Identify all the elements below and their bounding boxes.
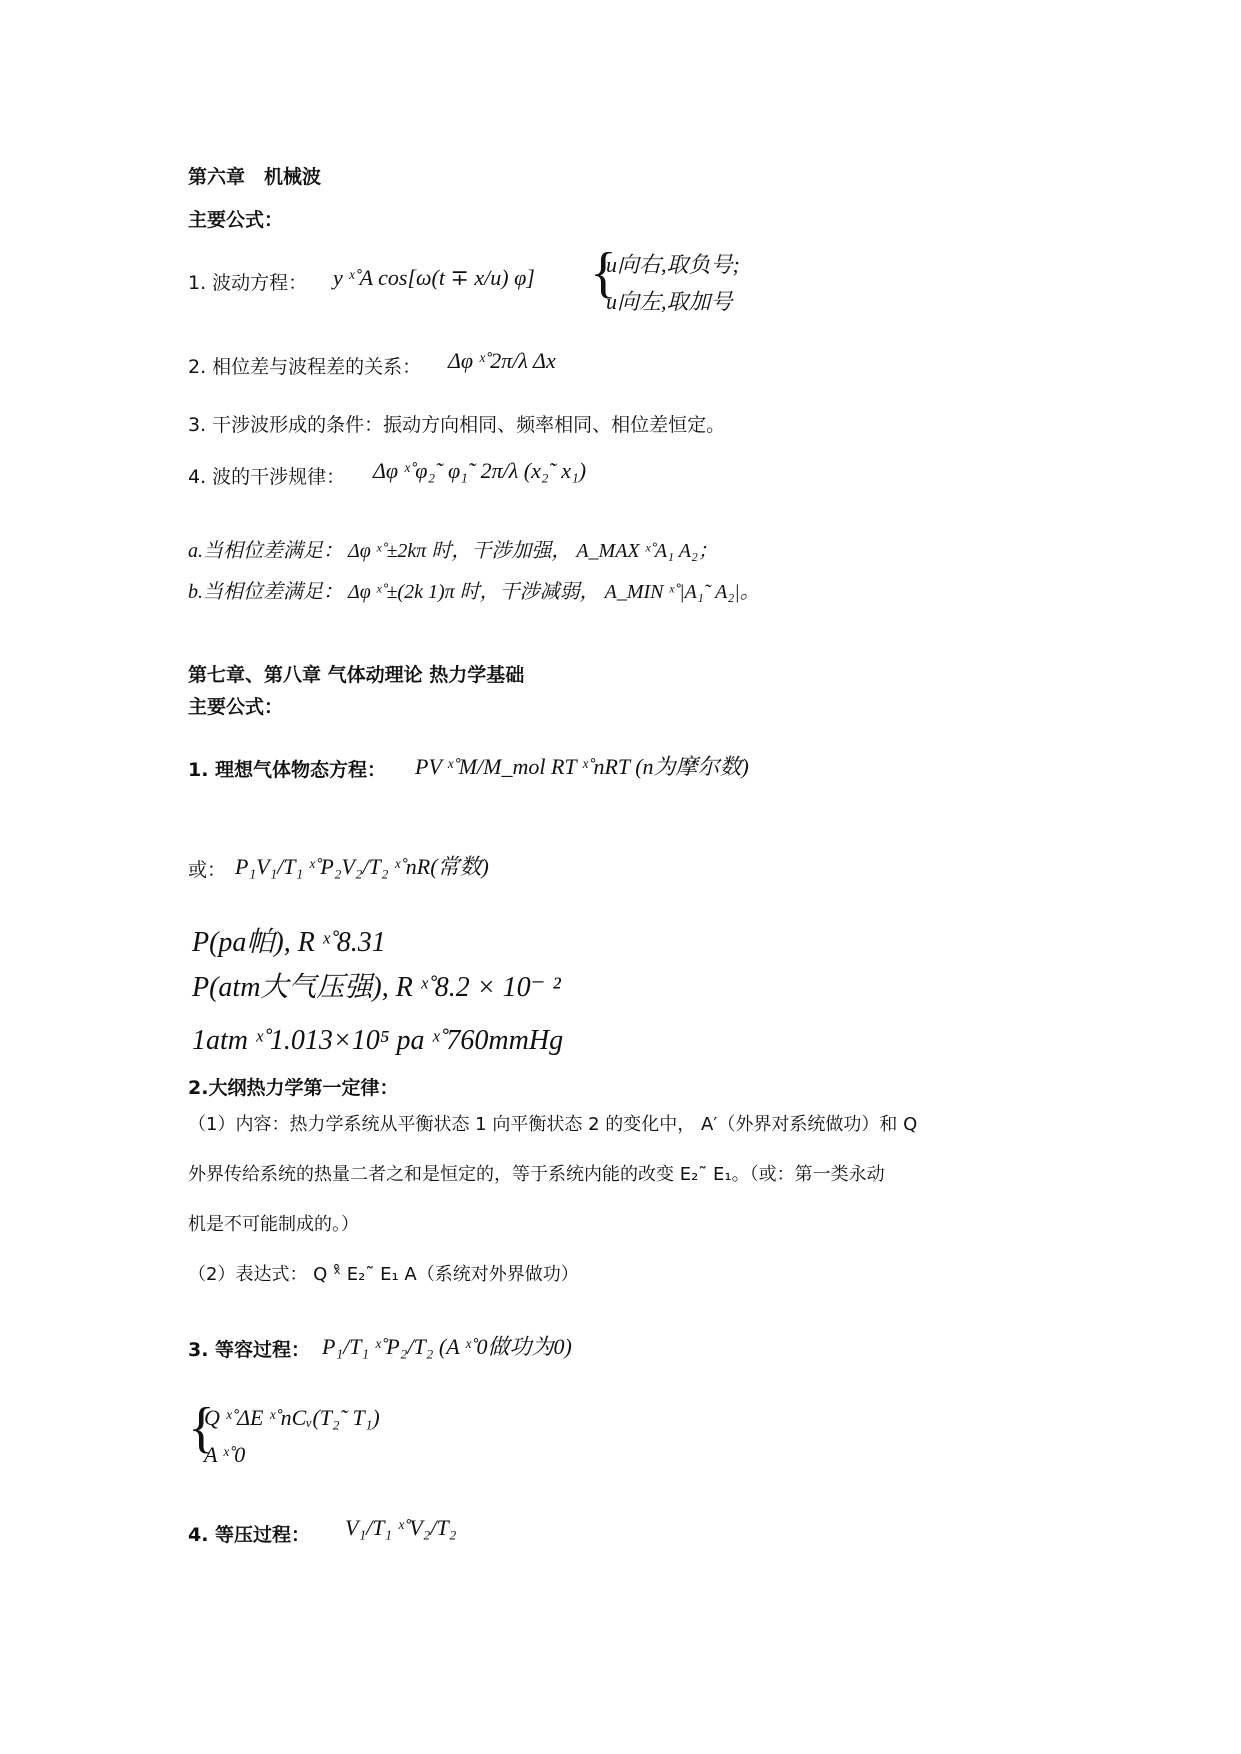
formula1-brace: {: [590, 242, 617, 304]
first-law-content-line2: 外界传给系统的热量二者之和是恒定的，等于系统内能的改变 E₂˜ E₁。（或：第一类永动: [188, 1164, 885, 1185]
first-law-content-line1: （1）内容：热力学系统从平衡状态 1 向平衡状态 2 的变化中， A′（外界对系统做功）和 Q: [188, 1114, 918, 1135]
isochoric-work: A ˣ̊ 0: [204, 1442, 246, 1467]
condition-b: b.当相位差满足： Δφ ˣ̊ ±(2k 1)π 时，干涉减弱， A_MIN ˣ̊ |A₁˜ A₂|。: [188, 581, 760, 603]
first-law-expression: （2）表达式： Q ˣ̊ E₂˜ E₁ A（系统对外界做功）: [188, 1264, 579, 1285]
alternative-formula: P₁V₁/T₁ ˣ̊ P₂V₂/T₂ ˣ̊ nR(常数): [235, 854, 489, 879]
isochoric-brace: {: [188, 1397, 215, 1459]
chapter6-subtitle: 主要公式：: [188, 209, 284, 231]
alternative-label: 或：: [188, 859, 227, 881]
formula4-label: 4. 波的干涉规律：: [188, 466, 346, 488]
formula2-label: 2. 相位差与波程差的关系：: [188, 356, 422, 378]
first-law-title: 2.大纲热力学第一定律：: [188, 1077, 399, 1099]
formula2-equation: Δφ ˣ̊ 2π/λ Δx: [448, 348, 556, 373]
atm-conversion: 1atm ˣ̊ 1.013×10⁵ pa ˣ̊ 760mmHg: [192, 1025, 564, 1056]
formula1-label: 1. 波动方程：: [188, 272, 308, 294]
formula1-case1: u向右,取负号;: [606, 252, 740, 277]
first-law-content-line3: 机是不可能制成的。）: [188, 1214, 359, 1235]
formula4-equation: Δφ ˣ̊ φ₂˜ φ₁˜ 2π/λ (x₂˜ x₁): [373, 458, 587, 483]
formula3-text: 3. 干涉波形成的条件：振动方向相同、频率相同、相位差恒定。: [188, 414, 726, 436]
chapter6-title: 第六章 机械波: [188, 166, 322, 188]
isochoric-label: 3. 等容过程：: [188, 1339, 311, 1361]
equation1-formula: PV ˣ̊ M/M_mol RT ˣ̊ nRT (n为摩尔数): [415, 754, 749, 779]
equation1-label: 1. 理想气体物态方程：: [188, 759, 387, 781]
isobaric-label: 4. 等压过程：: [188, 1524, 311, 1546]
formula1-case2: u向左,取加号: [606, 289, 733, 314]
isochoric-heat: Q ˣ̊ ΔE ˣ̊ nCᵥ(T₂˜ T₁): [204, 1405, 380, 1430]
condition-a: a.当相位差满足： Δφ ˣ̊ ±2kπ 时，干涉加强， A_MAX ˣ̊ A₁ A₂；: [188, 540, 718, 562]
isobaric-formula: V₁/T₁ ˣ̊ V₂/T₂: [345, 1515, 457, 1540]
chapter78-title: 第七章、第八章 气体动理论 热力学基础: [188, 664, 525, 686]
chapter78-subtitle: 主要公式：: [188, 696, 284, 718]
gas-constant-pa: P(pa帕), R ˣ̊ 8.31: [192, 927, 386, 958]
isochoric-formula: P₁/T₁ ˣ̊ P₂/T₂ (A ˣ̊ 0做功为0): [322, 1334, 572, 1359]
gas-constant-atm: P(atm大气压强), R ˣ̊ 8.2 × 10⁻ ²: [192, 972, 561, 1003]
formula1-equation: y ˣ̊ A cos[ω(t ∓ x/u) φ]: [333, 265, 535, 290]
